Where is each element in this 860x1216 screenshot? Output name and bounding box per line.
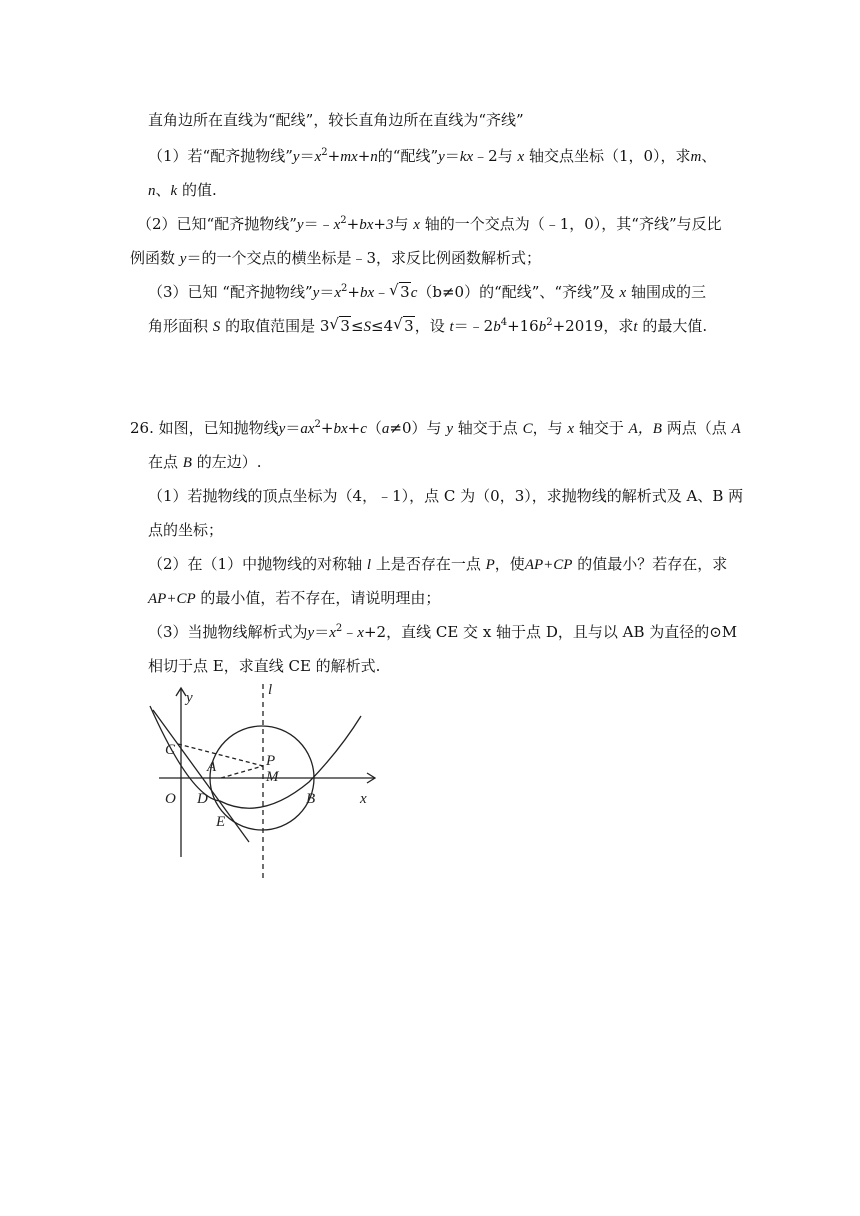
label-e: E xyxy=(216,814,226,830)
q26-part3-line2: 相切于点 E，求直线 CE 的解析式. xyxy=(148,657,381,675)
label-b: B xyxy=(306,791,316,807)
q26-part1-line2: 点的坐标； xyxy=(148,521,224,539)
q26-line2: 在点 B 的左边）. xyxy=(148,453,262,471)
label-l: l xyxy=(268,682,273,698)
q26-part2-line1: （2）在（1）中抛物线的对称轴 l 上是否存在一点 P，使AP+CP 的值最小？若存在，求 xyxy=(148,555,728,573)
q25-part3-line2: 角形面积 S 的取值范围是 3√ 3≤S≤4√ 3，设 $t=﹣2b^4+16b^2+2019$，求t 的最大值. xyxy=(148,316,707,337)
q25-part2-line1: （2）已知“配齐抛物线$”y=﹣x^2+bx+3$与 x 轴的一个交点为（﹣1，0），其“齐线”与反比 xyxy=(137,215,722,233)
q25-part3-line1: （3）已知 “配齐抛物线$”y=x^2+bx﹣√$ 3c（b≠0）的“配线”、“齐线”及 x 轴围成的三 xyxy=(148,282,706,303)
q25-part1-line1: （1）若“配齐抛物线$”y=x^2+mx+n$的“配线”y＝kx﹣2与 x 轴交点坐标（1，0），求m、 xyxy=(148,147,717,165)
segment-ap xyxy=(221,766,263,778)
tangent-line-ce xyxy=(153,710,249,842)
label-x: x xyxy=(360,791,367,807)
label-m: M xyxy=(266,769,279,785)
label-o: O xyxy=(165,791,176,807)
q26-part2-line2: AP+CP 的最小值，若不存在，请说明理由； xyxy=(148,589,441,607)
label-y: y xyxy=(186,690,193,706)
q26-part3-line1: （3）当抛物线解析式为$y=x^2﹣x+2$，直线 CE 交 x 轴于点 D，且与以 AB 为直径的⊙M xyxy=(148,623,738,641)
label-c: C xyxy=(165,742,176,758)
label-p: P xyxy=(266,753,276,769)
q26-line1: 26. 如图，已知抛物线$y=ax^2+bx+c(a\ne 0)$与 y 轴交于点 C，与 x 轴交于 A，B 两点（点 A xyxy=(130,419,741,437)
intro-line: 直角边所在直线为“配线”，较长直角边所在直线为“齐线” xyxy=(148,111,524,129)
q26-part1-line1: （1）若抛物线的顶点坐标为（4，﹣1），点 C 为（0，3），求抛物线的解析式及 A、B 两 xyxy=(148,487,744,505)
geometry-figure xyxy=(145,680,385,880)
label-a: A xyxy=(207,759,217,775)
q25-part1-line2: n、k 的值. xyxy=(148,181,217,199)
label-d: D xyxy=(197,791,208,807)
q25-part2-line2: 例函数 y＝的一个交点的横坐标是﹣3，求反比例函数解析式； xyxy=(130,249,542,267)
